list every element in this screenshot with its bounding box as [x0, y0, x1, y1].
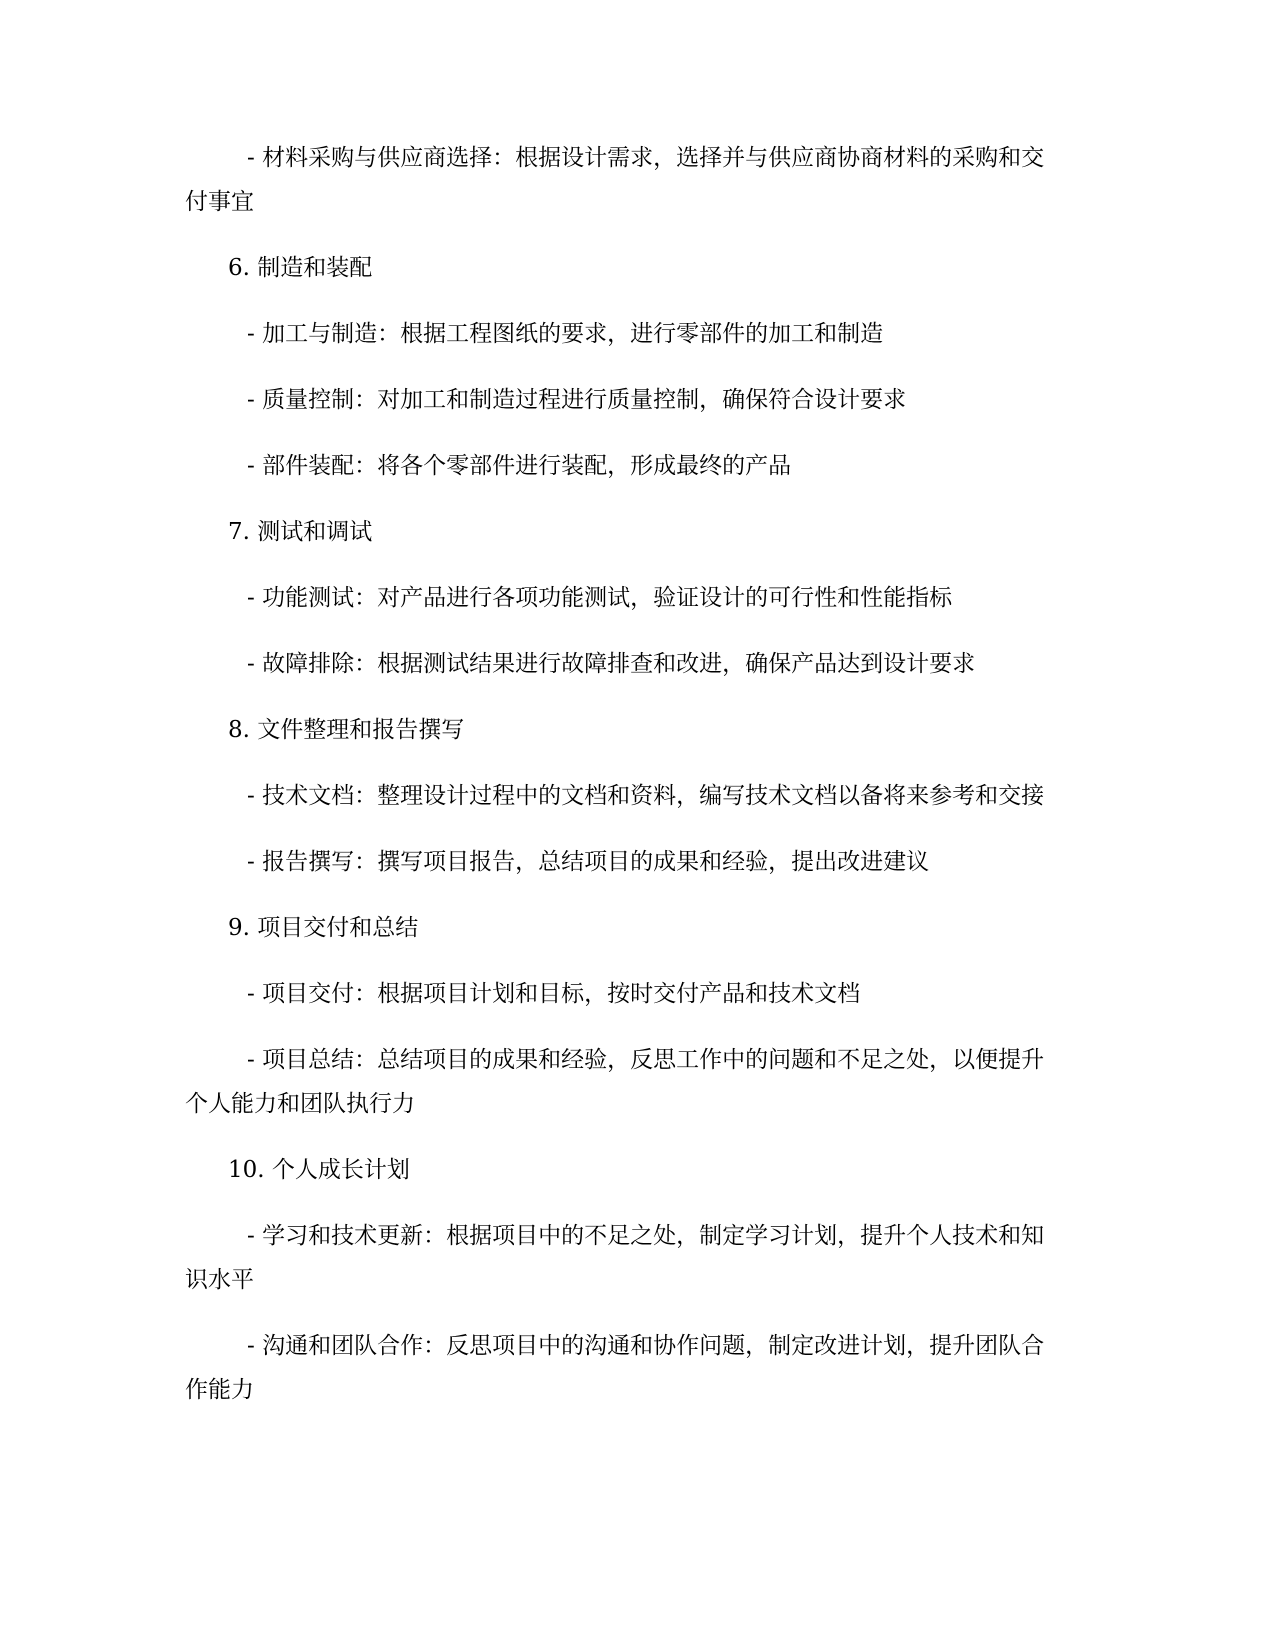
section-heading-testing: 7. 测试和调试: [228, 519, 373, 545]
bullet-material-procurement: - 材料采购与供应商选择：根据设计需求，选择并与供应商协商材料的采购和交付事宜: [185, 145, 1045, 215]
document-body: [185, 136, 1065, 1434]
bullet-troubleshooting: - 故障排除：根据测试结果进行故障排查和改进，确保产品达到设计要求: [247, 651, 976, 677]
bullet-project-delivery: - 项目交付：根据项目计划和目标，按时交付产品和技术文档: [247, 981, 861, 1007]
bullet-project-summary: - 项目总结：总结项目的成果和经验，反思工作中的问题和不足之处，以便提升个人能力和团队执行力: [185, 1047, 1045, 1117]
bullet-quality-control: - 质量控制：对加工和制造过程进行质量控制，确保符合设计要求: [247, 387, 907, 413]
bullet-teamwork: - 沟通和团队合作：反思项目中的沟通和协作问题，制定改进计划，提升团队合作能力: [185, 1333, 1045, 1403]
section-heading-delivery: 9. 项目交付和总结: [228, 915, 419, 941]
section-heading-manufacturing: 6. 制造和装配: [228, 255, 373, 281]
bullet-report-writing: - 报告撰写：撰写项目报告，总结项目的成果和经验，提出改进建议: [247, 849, 930, 875]
bullet-technical-docs: - 技术文档：整理设计过程中的文档和资料，编写技术文档以备将来参考和交接: [247, 783, 1045, 809]
section-heading-documentation: 8. 文件整理和报告撰写: [228, 717, 465, 743]
bullet-learning: - 学习和技术更新：根据项目中的不足之处，制定学习计划，提升个人技术和知识水平: [185, 1223, 1045, 1293]
section-heading-growth-plan: 10. 个人成长计划: [228, 1157, 410, 1183]
bullet-assembly: - 部件装配：将各个零部件进行装配，形成最终的产品: [247, 453, 792, 479]
bullet-machining: - 加工与制造：根据工程图纸的要求，进行零部件的加工和制造: [247, 321, 884, 347]
bullet-function-test: - 功能测试：对产品进行各项功能测试，验证设计的可行性和性能指标: [247, 585, 953, 611]
